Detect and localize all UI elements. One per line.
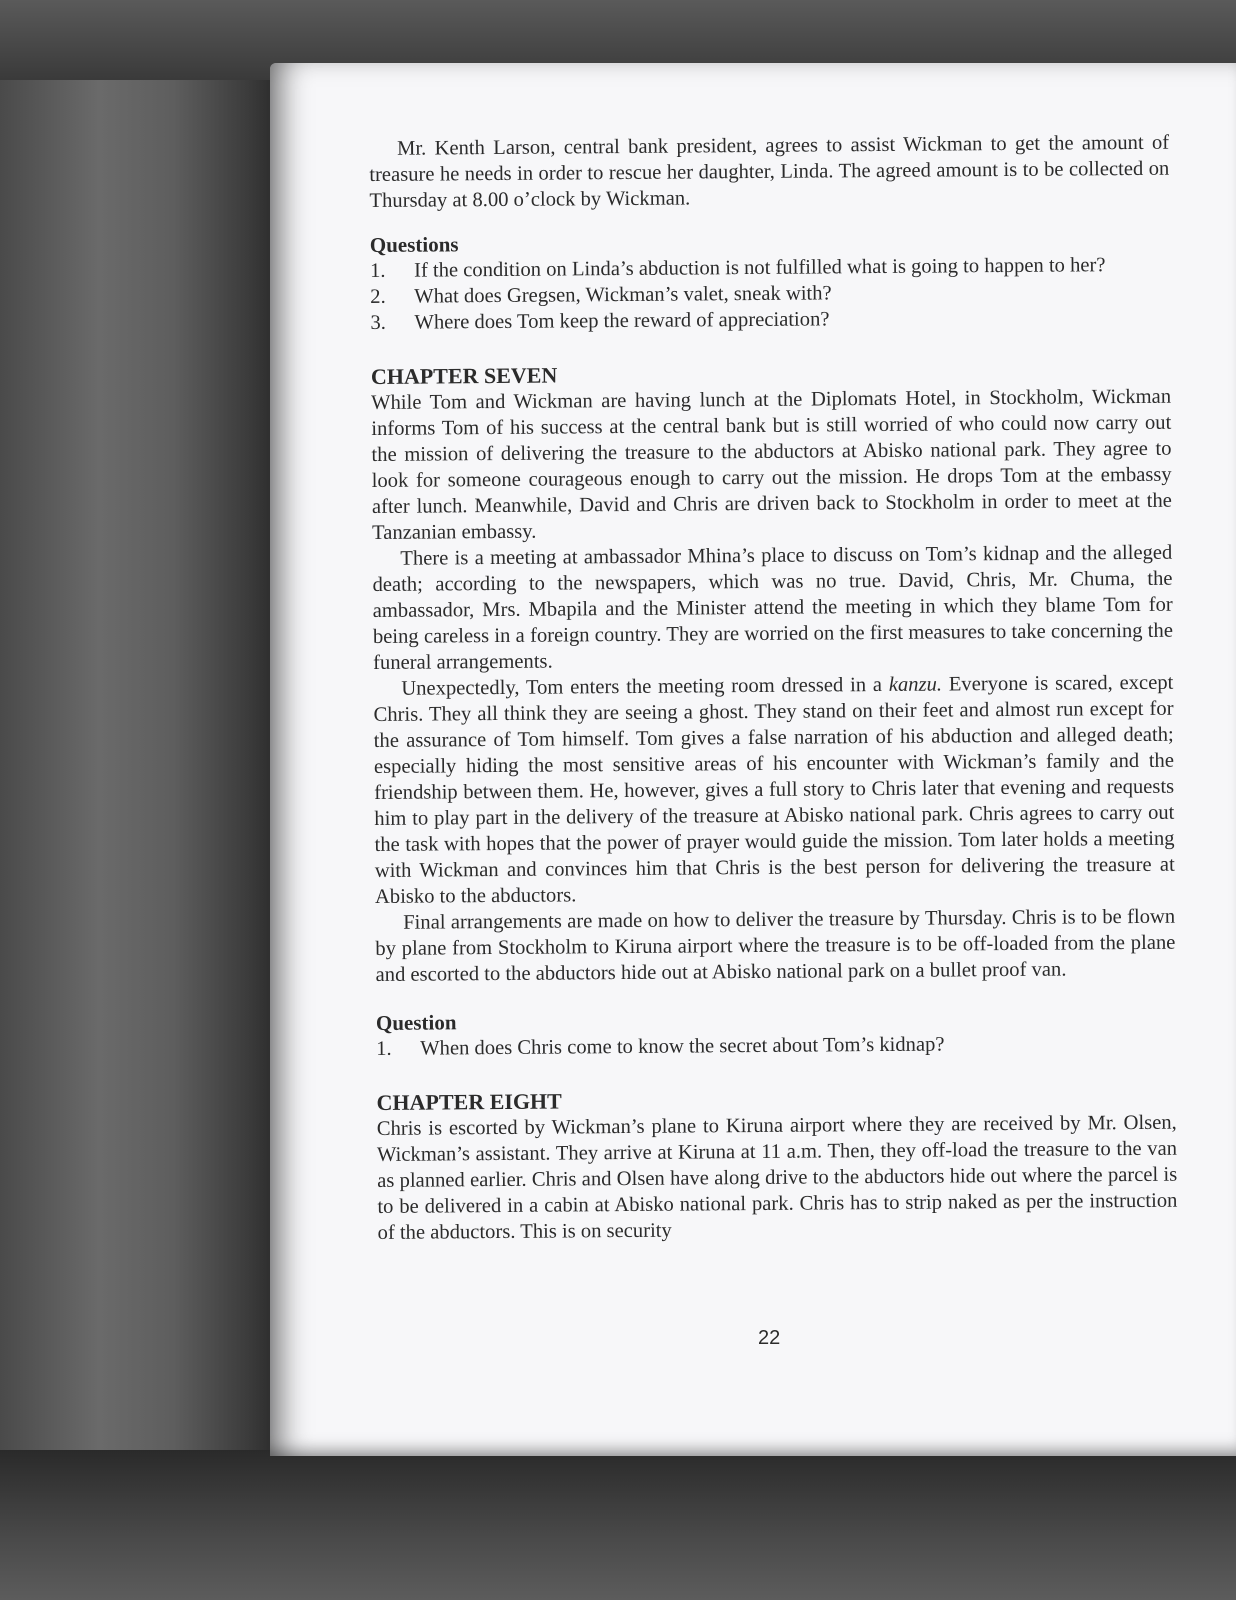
question-text: When does Chris come to know the secret about Tom’s kidnap? [420, 1033, 945, 1060]
scan-background-bottom [0, 1450, 1236, 1600]
questions-list [370, 252, 1171, 336]
chapter-seven-paragraph-2: There is a meeting at ambassador Mhina’s place to discuss on Tom’s kidnap and the alleged death; according to the newspapers, which was no true. David, Chris, Mr. Chuma, the ambassador, Mrs. Mbapila and the Minister attend the meeting in which they blame Tom for being careless in a foreign country. They are worried on the first measures to take concerning the funeral arrangements. [372, 541, 1173, 674]
kanzu-term: kanzu. [888, 673, 943, 696]
chapter-eight-heading: CHAPTER EIGHT [376, 1088, 562, 1115]
question-number: 2. [370, 285, 386, 308]
chapter-seven-paragraph-3 [373, 670, 1175, 910]
question-item [370, 304, 1170, 336]
intro-paragraph: Mr. Kenth Larson, central bank president, agrees to assist Wickman to get the amount of treasure he needs in order to rescue her daughter, Linda. The agreed amount is to be collected on Thursday at 8.00 o’clock by Wickman. [369, 131, 1170, 212]
page-number: 22 [758, 1327, 781, 1349]
chapter-seven-paragraph-4: Final arrangements are made on how to deliver the treasure by Thursday. Chris is to be flown by plane from Stockholm to Kiruna airport where the treasure is to be off-loaded from the plane and escorted to the abductors hide out at Abisko national park on a bullet proof van. [375, 905, 1176, 986]
questions-heading: Questions [369, 232, 459, 257]
question-text: What does Gregsen, Wickman’s valet, sneak with? [414, 282, 832, 308]
question-number: 1. [376, 1037, 392, 1060]
chapter-seven-paragraph-1: While Tom and Wickman are having lunch at the Diplomats Hotel, in Stockholm, Wickman informs Tom of his success at the central bank but is still worried of who could now carry out the mission of delivering the treasure to the abductors at Abisko national park. They agree to look for someone courageous enough to carry out the mission. He drops Tom at the embassy after lunch. Meanwhile, David and Chris are driven back to Stockholm in order to meet at the Tanzanian embassy. [371, 385, 1172, 544]
question-heading: Question [375, 1010, 457, 1035]
question-item [376, 1030, 1176, 1062]
question-text: Where does Tom keep the reward of appreciation? [414, 308, 830, 334]
chapter-eight-paragraph: Chris is escorted by Wickman’s plane to Kiruna airport where they are received by Mr. Olsen, Wickman’s assistant. They arrive at Kiruna at 11 a.m. Then, they off-load the treasure to the van as planned earlier. Chris and Olsen have along drive to the abductors hide out where the parcel is to be delivered in a cabin at Abisko national park. Chris has to strip naked as per the instruction of the abductors. This is on security [376, 1111, 1178, 1244]
book-page [270, 63, 1236, 1456]
question-list [376, 1030, 1176, 1062]
chapter-seven-heading: CHAPTER SEVEN [370, 362, 558, 389]
question-number: 3. [370, 311, 387, 334]
paragraph-3-rest: Everyone is scared, except Chris. They all think they are seeing a ghost. They stand on their feet and almost run except for the assurance of Tom himself. Tom gives a false narration of his abduction and alleged death; especially hiding the most sensitive areas of his encounter with Wickman’s family and the friendship between them. He, however, gives a full story to Chris later that evening and requests him to play part in the delivery of the treasure at Abisko national park. Chris agrees to carry out the task with hopes that the power of prayer would guide the mission. Tom later holds a meeting with Wickman and convinces him that Chris is the best person for delivering the treasure at Abisko to the abductors. [373, 671, 1175, 908]
question-text: If the condition on Linda’s abduction is not fulfilled what is going to happen to her? [413, 254, 1106, 282]
question-number: 1. [369, 259, 386, 282]
paragraph-3-start: Unexpectedly, Tom enters the meeting room dressed in a [401, 673, 889, 700]
page-content [369, 130, 1178, 1246]
